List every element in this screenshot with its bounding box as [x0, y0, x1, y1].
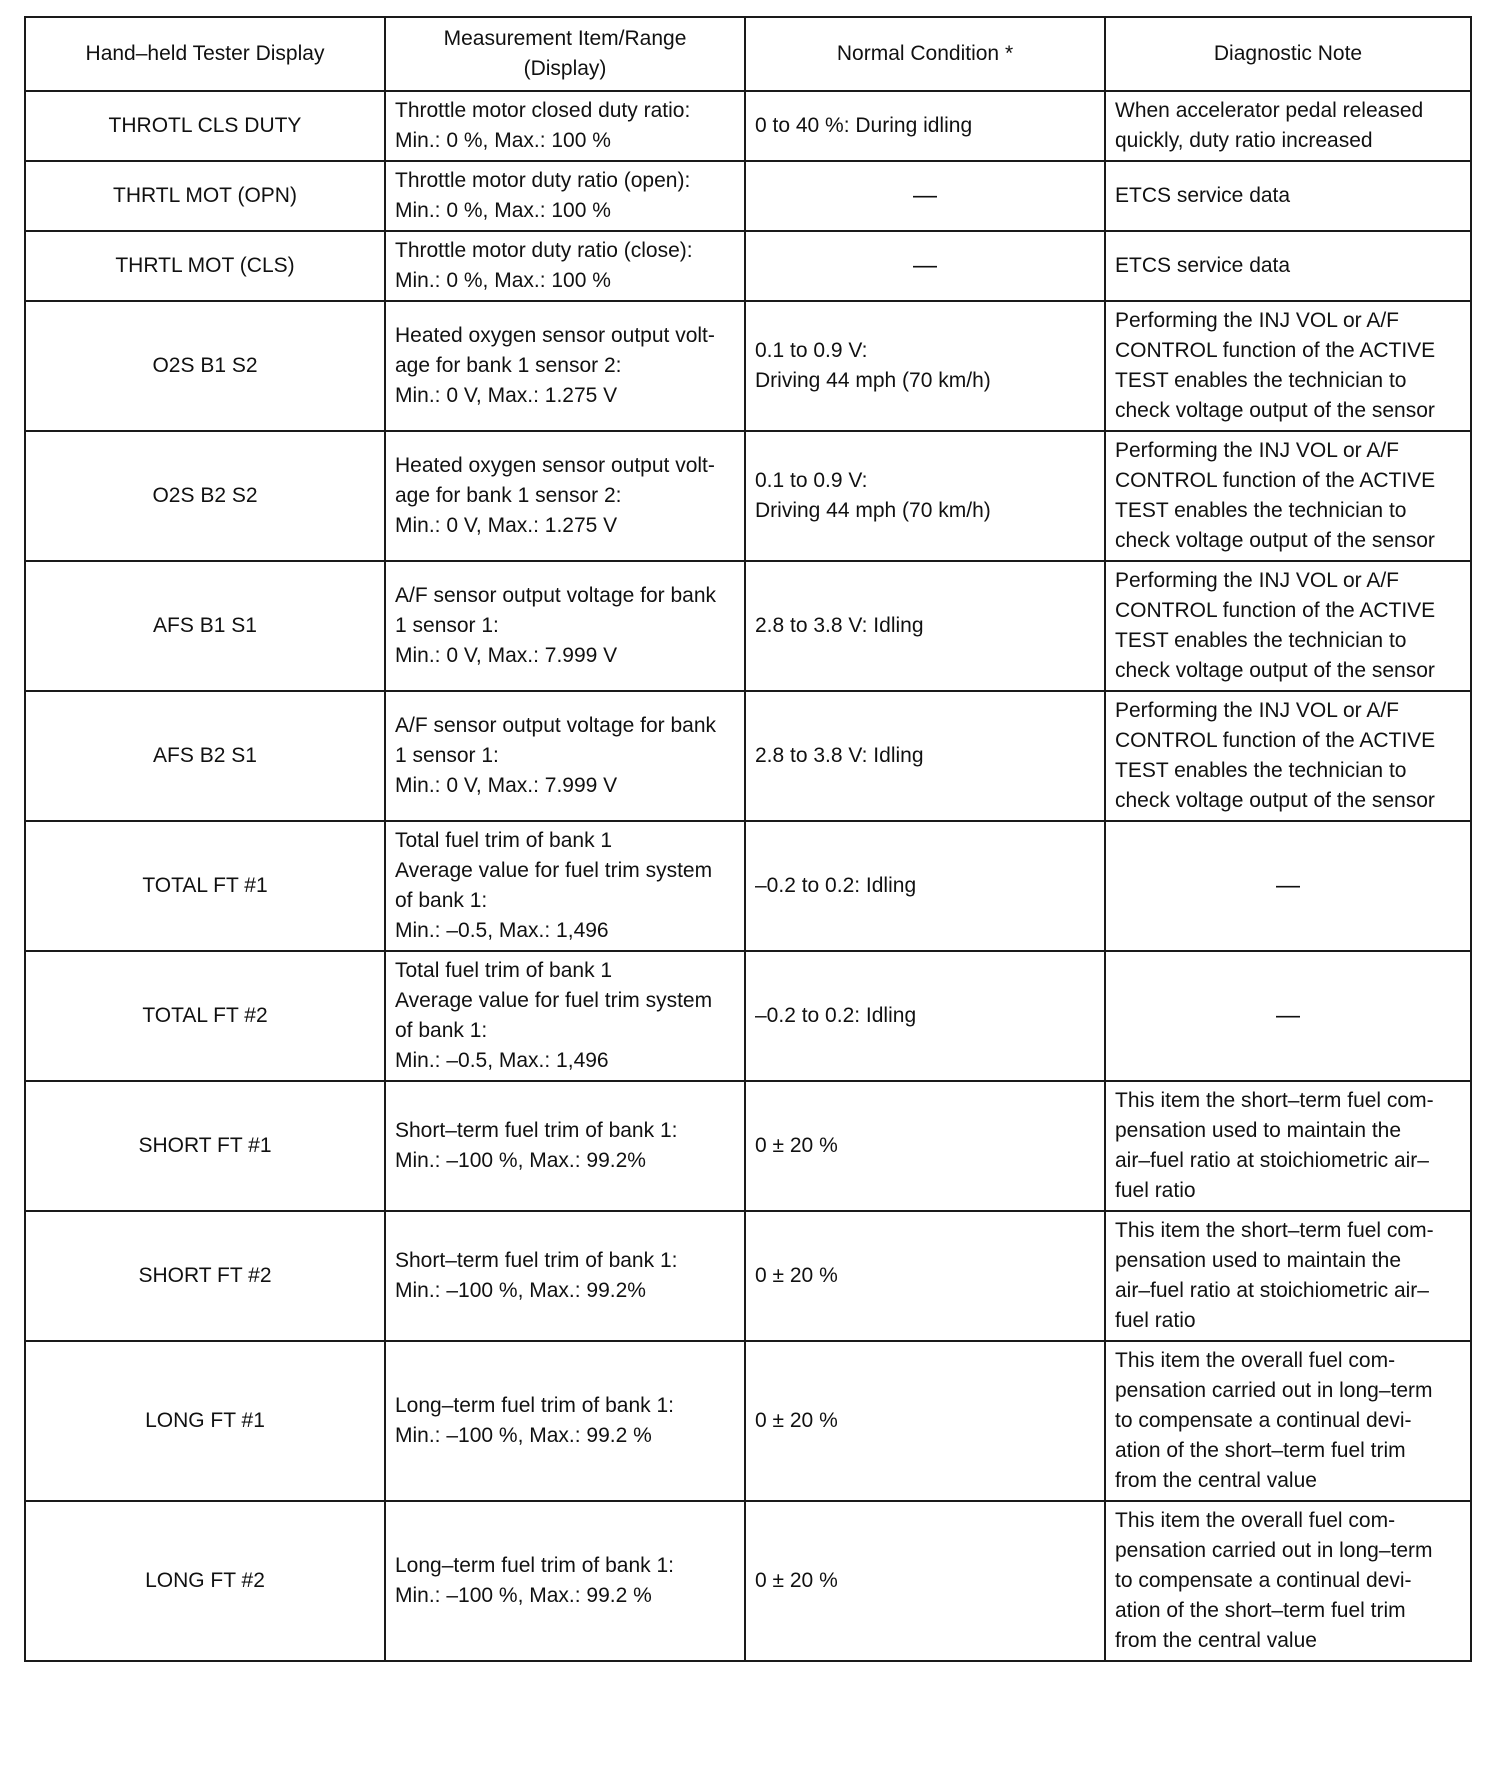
measurement-range-line: Min.: 0 %, Max.: 100 %	[395, 129, 611, 152]
diagnostic-note-line: ETCS service data	[1115, 184, 1291, 207]
tester-display-cell	[25, 821, 385, 951]
diagnostic-note-line: CONTROL function of the ACTIVE	[1115, 469, 1436, 492]
normal-condition-line: 0 ± 20 %	[755, 1569, 838, 1592]
measurement-range-cell	[385, 951, 745, 1081]
diagnostic-note-line: Performing the INJ VOL or A/F	[1115, 439, 1399, 462]
diagnostic-note-line: ETCS service data	[1115, 254, 1291, 277]
measurement-range-cell	[385, 231, 745, 301]
tester-display-text: AFS B1 S1	[153, 614, 257, 637]
diagnostic-note-line: CONTROL function of the ACTIVE	[1115, 339, 1436, 362]
measurement-range-line: of bank 1:	[395, 889, 488, 912]
tester-display-text: TOTAL FT #1	[142, 874, 268, 897]
normal-condition-line: Driving 44 mph (70 km/h)	[755, 499, 991, 522]
table-row	[25, 1211, 1471, 1341]
tester-display-cell	[25, 1341, 385, 1501]
diagnostic-note-line: ation of the short–term fuel trim	[1115, 1439, 1406, 1462]
measurement-range-line: Min.: 0 V, Max.: 1.275 V	[395, 514, 618, 537]
measurement-range-line: Min.: –100 %, Max.: 99.2%	[395, 1279, 646, 1302]
table-row	[25, 951, 1471, 1081]
normal-condition-line: 0.1 to 0.9 V:	[755, 469, 868, 492]
normal-condition-cell	[745, 161, 1105, 231]
normal-condition-line: –0.2 to 0.2: Idling	[755, 874, 917, 897]
table-row	[25, 231, 1471, 301]
diagnostic-note-cell	[1105, 1341, 1471, 1501]
diagnostic-note-line: air–fuel ratio at stoichiometric air–	[1115, 1279, 1429, 1302]
diagnostic-note-line: to compensate a continual devi-	[1115, 1409, 1412, 1432]
normal-condition-line: 2.8 to 3.8 V: Idling	[755, 744, 924, 767]
tester-display-text: LONG FT #2	[145, 1569, 265, 1592]
measurement-range-cell	[385, 91, 745, 161]
tester-display-text: THRTL MOT (CLS)	[115, 254, 295, 277]
measurement-range-line: Heated oxygen sensor output volt-	[395, 454, 715, 477]
table-row	[25, 301, 1471, 431]
measurement-range-line: Throttle motor duty ratio (open):	[395, 169, 691, 192]
measurement-range-line: Average value for fuel trim system	[395, 859, 713, 882]
diagnostic-note-line: This item the overall fuel com-	[1115, 1349, 1396, 1372]
tester-display-text: O2S B2 S2	[152, 484, 258, 507]
normal-condition-line: —	[913, 252, 937, 279]
table-row	[25, 561, 1471, 691]
diagnostic-note-cell	[1105, 691, 1471, 821]
diagnostic-note-line: TEST enables the technician to	[1115, 759, 1407, 782]
normal-condition-cell	[745, 561, 1105, 691]
diagnostic-note-line: pensation carried out in long–term	[1115, 1379, 1433, 1402]
measurement-range-line: age for bank 1 sensor 2:	[395, 354, 622, 377]
normal-condition-cell	[745, 301, 1105, 431]
data-list-table	[24, 16, 1472, 1662]
table-row	[25, 1081, 1471, 1211]
table-row	[25, 1501, 1471, 1661]
normal-condition-line: 0 to 40 %: During idling	[755, 114, 973, 137]
normal-condition-line: 2.8 to 3.8 V: Idling	[755, 614, 924, 637]
diagnostic-note-line: TEST enables the technician to	[1115, 629, 1407, 652]
normal-condition-cell	[745, 91, 1105, 161]
diagnostic-note-line: check voltage output of the sensor	[1115, 789, 1435, 812]
diagnostic-note-cell	[1105, 821, 1471, 951]
header-row	[25, 17, 1471, 91]
tester-display-cell	[25, 91, 385, 161]
diagnostic-note-cell	[1105, 1211, 1471, 1341]
measurement-range-cell	[385, 691, 745, 821]
diagnostic-note-line: TEST enables the technician to	[1115, 369, 1407, 392]
tester-display-text: AFS B2 S1	[153, 744, 257, 767]
normal-condition-cell	[745, 231, 1105, 301]
measurement-range-line: Total fuel trim of bank 1	[395, 829, 613, 852]
diagnostic-note-line: air–fuel ratio at stoichiometric air–	[1115, 1149, 1429, 1172]
tester-display-cell	[25, 1211, 385, 1341]
normal-condition-line: 0.1 to 0.9 V:	[755, 339, 868, 362]
measurement-range-line: Throttle motor duty ratio (close):	[395, 239, 693, 262]
measurement-range-line: Total fuel trim of bank 1	[395, 959, 613, 982]
tester-display-cell	[25, 951, 385, 1081]
diagnostic-note-line: check voltage output of the sensor	[1115, 529, 1435, 552]
diagnostic-note-line: from the central value	[1115, 1469, 1317, 1492]
header-diagnostic-note: Diagnostic Note	[1105, 17, 1471, 91]
tester-display-text: TOTAL FT #2	[142, 1004, 268, 1027]
normal-condition-line: Driving 44 mph (70 km/h)	[755, 369, 991, 392]
normal-condition-cell	[745, 821, 1105, 951]
tester-display-cell	[25, 431, 385, 561]
measurement-range-line: Min.: –100 %, Max.: 99.2%	[395, 1149, 646, 1172]
diagnostic-note-cell	[1105, 231, 1471, 301]
diagnostic-note-line: This item the overall fuel com-	[1115, 1509, 1396, 1532]
measurement-range-cell	[385, 561, 745, 691]
diagnostic-note-cell	[1105, 951, 1471, 1081]
tester-display-text: LONG FT #1	[145, 1409, 265, 1432]
tester-display-cell	[25, 1501, 385, 1661]
diagnostic-note-line: check voltage output of the sensor	[1115, 659, 1435, 682]
diagnostic-note-line: pensation used to maintain the	[1115, 1249, 1402, 1272]
normal-condition-cell	[745, 951, 1105, 1081]
tester-display-text: O2S B1 S2	[152, 354, 258, 377]
normal-condition-cell	[745, 1211, 1105, 1341]
normal-condition-line: —	[913, 182, 937, 209]
header-tester-display: Hand–held Tester Display	[25, 17, 385, 91]
diagnostic-note-line: pensation used to maintain the	[1115, 1119, 1402, 1142]
tester-display-cell	[25, 691, 385, 821]
data-list-sheet	[24, 16, 1470, 1662]
measurement-range-line: Short–term fuel trim of bank 1:	[395, 1119, 678, 1142]
tester-display-text: SHORT FT #2	[138, 1264, 272, 1287]
measurement-range-line: Short–term fuel trim of bank 1:	[395, 1249, 678, 1272]
measurement-range-cell	[385, 821, 745, 951]
measurement-range-line: of bank 1:	[395, 1019, 488, 1042]
table-row	[25, 1341, 1471, 1501]
diagnostic-note-cell	[1105, 561, 1471, 691]
measurement-range-line: Min.: 0 V, Max.: 1.275 V	[395, 384, 618, 407]
normal-condition-line: 0 ± 20 %	[755, 1134, 838, 1157]
measurement-range-line: Long–term fuel trim of bank 1:	[395, 1554, 674, 1577]
diagnostic-note-line: from the central value	[1115, 1629, 1317, 1652]
table-row	[25, 691, 1471, 821]
diagnostic-note-cell	[1105, 1501, 1471, 1661]
measurement-range-cell	[385, 431, 745, 561]
diagnostic-note-line: to compensate a continual devi-	[1115, 1569, 1412, 1592]
diagnostic-note-line: —	[1276, 872, 1300, 899]
diagnostic-note-cell	[1105, 1081, 1471, 1211]
measurement-range-cell	[385, 1081, 745, 1211]
header-measurement-item: Measurement Item/Range (Display)	[385, 17, 745, 91]
normal-condition-cell	[745, 431, 1105, 561]
diagnostic-note-line: TEST enables the technician to	[1115, 499, 1407, 522]
tester-display-text: THROTL CLS DUTY	[108, 114, 302, 137]
tester-display-cell	[25, 231, 385, 301]
tester-display-text: THRTL MOT (OPN)	[113, 184, 297, 207]
measurement-range-line: Long–term fuel trim of bank 1:	[395, 1394, 674, 1417]
normal-condition-cell	[745, 691, 1105, 821]
measurement-range-line: Min.: 0 V, Max.: 7.999 V	[395, 644, 618, 667]
diagnostic-note-cell	[1105, 91, 1471, 161]
diagnostic-note-line: This item the short–term fuel com-	[1115, 1219, 1434, 1242]
diagnostic-note-line: Performing the INJ VOL or A/F	[1115, 569, 1399, 592]
tester-display-cell	[25, 301, 385, 431]
diagnostic-note-line: Performing the INJ VOL or A/F	[1115, 309, 1399, 332]
measurement-range-line: Min.: –0.5, Max.: 1,496	[395, 919, 609, 942]
diagnostic-note-line: CONTROL function of the ACTIVE	[1115, 599, 1436, 622]
diagnostic-note-line: CONTROL function of the ACTIVE	[1115, 729, 1436, 752]
measurement-range-line: Min.: 0 %, Max.: 100 %	[395, 269, 611, 292]
measurement-range-line: Average value for fuel trim system	[395, 989, 713, 1012]
diagnostic-note-line: check voltage output of the sensor	[1115, 399, 1435, 422]
measurement-range-line: 1 sensor 1:	[395, 614, 499, 637]
normal-condition-line: –0.2 to 0.2: Idling	[755, 1004, 917, 1027]
measurement-range-cell	[385, 1211, 745, 1341]
table-row	[25, 431, 1471, 561]
measurement-range-line: Min.: –100 %, Max.: 99.2 %	[395, 1584, 652, 1607]
tester-display-text: SHORT FT #1	[138, 1134, 272, 1157]
normal-condition-line: 0 ± 20 %	[755, 1409, 838, 1432]
table-row	[25, 91, 1471, 161]
measurement-range-cell	[385, 301, 745, 431]
tester-display-cell	[25, 161, 385, 231]
normal-condition-line: 0 ± 20 %	[755, 1264, 838, 1287]
measurement-range-line: age for bank 1 sensor 2:	[395, 484, 622, 507]
measurement-range-line: Min.: 0 %, Max.: 100 %	[395, 199, 611, 222]
tester-display-cell	[25, 561, 385, 691]
diagnostic-note-line: fuel ratio	[1115, 1309, 1196, 1332]
diagnostic-note-line: When accelerator pedal released	[1115, 99, 1424, 122]
measurement-range-cell	[385, 161, 745, 231]
table-body	[25, 91, 1471, 1661]
diagnostic-note-line: —	[1276, 1002, 1300, 1029]
diagnostic-note-cell	[1105, 301, 1471, 431]
table-row	[25, 821, 1471, 951]
diagnostic-note-line: quickly, duty ratio increased	[1115, 129, 1373, 152]
diagnostic-note-line: This item the short–term fuel com-	[1115, 1089, 1434, 1112]
measurement-range-cell	[385, 1341, 745, 1501]
measurement-range-line: A/F sensor output voltage for bank	[395, 584, 717, 607]
tester-display-cell	[25, 1081, 385, 1211]
measurement-range-line: Heated oxygen sensor output volt-	[395, 324, 715, 347]
measurement-range-cell	[385, 1501, 745, 1661]
diagnostic-note-line: pensation carried out in long–term	[1115, 1539, 1433, 1562]
diagnostic-note-cell	[1105, 431, 1471, 561]
measurement-range-line: Min.: 0 V, Max.: 7.999 V	[395, 774, 618, 797]
normal-condition-cell	[745, 1081, 1105, 1211]
normal-condition-cell	[745, 1501, 1105, 1661]
measurement-range-line: 1 sensor 1:	[395, 744, 499, 767]
measurement-range-line: Min.: –100 %, Max.: 99.2 %	[395, 1424, 652, 1447]
header-normal-condition: Normal Condition *	[745, 17, 1105, 91]
diagnostic-note-line: ation of the short–term fuel trim	[1115, 1599, 1406, 1622]
diagnostic-note-line: fuel ratio	[1115, 1179, 1196, 1202]
measurement-range-line: Throttle motor closed duty ratio:	[395, 99, 691, 122]
diagnostic-note-cell	[1105, 161, 1471, 231]
table-row	[25, 161, 1471, 231]
normal-condition-cell	[745, 1341, 1105, 1501]
diagnostic-note-line: Performing the INJ VOL or A/F	[1115, 699, 1399, 722]
measurement-range-line: Min.: –0.5, Max.: 1,496	[395, 1049, 609, 1072]
measurement-range-line: A/F sensor output voltage for bank	[395, 714, 717, 737]
